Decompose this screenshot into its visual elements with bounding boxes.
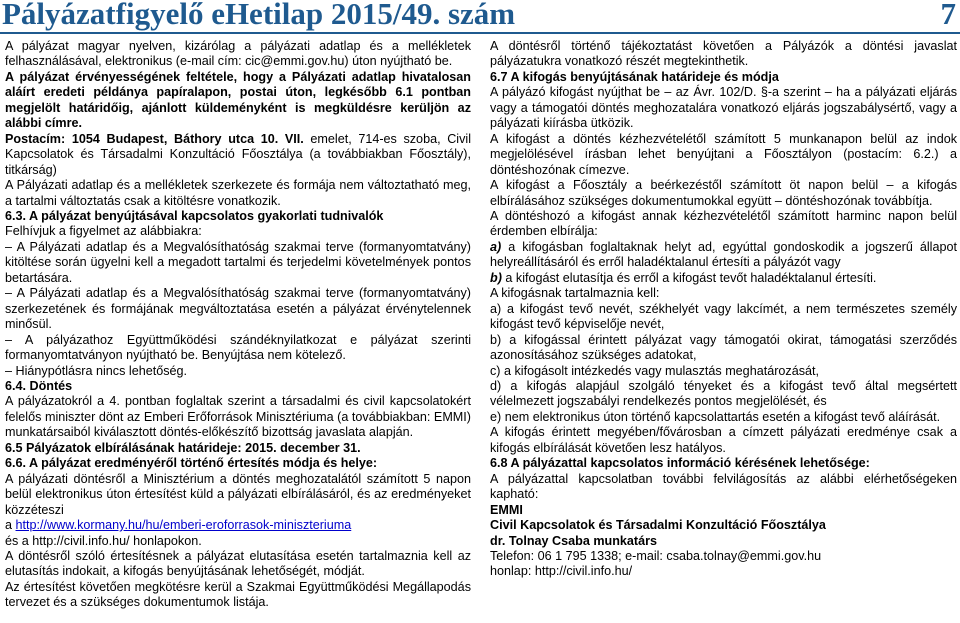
header-rule <box>0 32 960 34</box>
section-6-4-heading: 6.4. Döntés <box>5 378 73 393</box>
decision-info-paragraph: A döntésről történő tájékoztatást követően a Pályázók a döntési javaslat pályázatukra vonatkozó részét megtekinthetik. <box>490 39 957 69</box>
info-paragraph: A pályázattal kapcsolatban további felvilágosítás az alábbi elérhetőségeken kapható: <box>490 471 957 502</box>
postal-address-paragraph <box>5 132 471 178</box>
attention-paragraph: Felhívjuk a figyelmet az alábbiakra: <box>5 224 202 239</box>
rule-3-paragraph: – A pályázathoz Együttműködési szándéknyilatkozat e pályázat szerinti formanyomtatványon nyújtható be. Benyújtása nem kötelező. <box>5 332 471 363</box>
section-6-6-heading: 6.6. A pályázat eredményéről történő értesítés módja és helye: <box>5 456 378 471</box>
link-prefix: a <box>5 518 16 533</box>
requirement-d: d) a kifogás alapjául szolgáló tényeket és a kifogást tevő által megsértett vélelmezett jogszabályi rendelkezés pontos megjelölését, és <box>490 378 957 409</box>
postal-address-label: Postacím: 1054 Budapest, Báthory utca 10. VII. <box>5 131 304 146</box>
right-column <box>490 39 957 580</box>
requirement-e: e) nem elektronikus úton történő kapcsolattartás esetén a kifogást tevő aláírását. <box>490 409 941 424</box>
objection-paragraph: A pályázó kifogást nyújthat be – az Ávr. 102/D. §-a szerint – ha a pályázati eljárás vagy a támogatói döntés meghozatalára vonatkozó eljárás jogszabálysértő, vagy a pályázati kiírásba ütközik. <box>490 85 957 131</box>
section-6-3-number: 6.3. <box>5 208 27 223</box>
forwarding-paragraph: A kifogást a Főosztály a beérkezéstől számított öt napon belül – a kifogás elbírálásához szükséges dokumentumokkal együtt – döntéshozónak továbbítja. <box>490 178 957 208</box>
websites-paragraph: és a http://civil.info.hu/ honlapokon. <box>5 533 202 548</box>
section-6-8-heading: 6.8 A pályázattal kapcsolatos információ kérésének lehetősége: <box>490 456 870 471</box>
requirement-b: b) a kifogással érintett pályázat vagy támogatói okirat, támogatási szerződés azonosításához szükséges adatokat, <box>490 332 957 363</box>
option-a-label: a) <box>490 239 502 254</box>
rule-4-paragraph: – Hiánypótlásra nincs lehetőség. <box>5 363 188 378</box>
section-6-3-title: A pályázat benyújtásával kapcsolatos gyakorlati tudnivalók <box>26 208 384 223</box>
page-number: 7 <box>940 0 956 31</box>
requirements-intro: A kifogásnak tartalmaznia kell: <box>490 286 660 301</box>
contact-person: dr. Tolnay Csaba munkatárs <box>490 533 658 548</box>
section-6-5-heading: 6.5 Pályázatok elbírálásának határideje: 2015. december 31. <box>5 440 361 455</box>
option-b-paragraph <box>490 271 957 286</box>
decision-paragraph: A pályázatokról a 4. pontban foglaltak szerint a társadalmi és civil kapcsolatokért felelős miniszter dönt az Emberi Erőforrások Minisztériuma (a továbbiakban: EMMI) munkatársaiból kiválasztott döntés-előkészítő bizottság javaslata alapján. <box>5 394 471 440</box>
option-b-text: a kifogást elutasítja és erről a kifogást tevőt haladéktalanul értesíti. <box>501 270 877 285</box>
rejection-paragraph: A döntésről szóló értesítésnek a pályázat elutasítása esetén tartalmaznia kell az elutasítás indokait, a kifogás benyújtásának lehetőségét, módját. <box>5 548 471 579</box>
ministry-link[interactable]: http://www.kormany.hu/hu/emberi-eroforrasok-miniszteriuma <box>15 518 352 533</box>
option-b-label: b) <box>490 270 502 285</box>
publication-title: Pályázatfigyelő eHetilap 2015/49. szám <box>2 0 516 31</box>
rule-1-paragraph: – A Pályázati adatlap és a Megvalósíthatóság szakmai terve (formanyomtatvány) kitöltése során ügyelni kell a megadott tartalmi és terjedelmi követelmények pontos betartására. <box>5 239 471 285</box>
notification-paragraph: A pályázati döntésről a Minisztérium a döntés meghozatalától számított 5 napon belül elektronikus úton értesítést küld a pályázati elbírálásáról, és az eredményeket közzéteszi <box>5 471 471 517</box>
requirement-a: a) a kifogást tevő nevét, székhelyét vagy lakcímét, a nem természetes személy kifogást tevő képviselője nevét, <box>490 301 957 332</box>
submission-language-paragraph: A pályázat magyar nyelven, kizárólag a pályázati adatlap és a mellékletek felhasználásával, elektronikus (e-mail cím: cic@emmi.gov.hu) úton nyújtható be. <box>5 39 471 69</box>
agreement-paragraph: Az értesítést követően megkötésre kerül a Szakmai Együttműködési Megállapodás tervezet és a szükséges dokumentumok listája. <box>5 579 471 610</box>
validity-condition-paragraph: A pályázat érvényességének feltétele, hogy a Pályázati adatlap hivatalosan aláírt eredeti példánya papíralapon, postai úton, legkésőbb 6.1 pontban megjelölt határidőig, ajánlott küldeményként is megküldésre kerüljön az alábbi címre. <box>5 69 471 131</box>
page-header <box>0 0 960 34</box>
link-paragraph <box>5 518 471 533</box>
contact-phone-email: Telefon: 06 1 795 1338; e-mail: csaba.tolnay@emmi.gov.hu <box>490 548 822 563</box>
rule-2-paragraph: – A Pályázati adatlap és a Megvalósíthatóság szakmai terve (formanyomtatvány) szerkezetének és formájának megváltoztatása esetén a pályázat érvénytelennek minősül. <box>5 286 471 332</box>
option-a-text: a kifogásban foglaltaknak helyt ad, egyúttal gondoskodik a jogszerű állapot helyreállításáról és erről haladéktalanul értesíti a pályázót vagy <box>490 239 957 270</box>
contact-org: EMMI <box>490 502 523 517</box>
contact-website: honlap: http://civil.info.hu/ <box>490 564 633 579</box>
postal-address-rest: emelet, 714-es szoba, Civil Kapcsolatok és Társadalmi Konzultáció Főosztálya (a továbbiakban Főosztály), titkárság) <box>5 131 471 177</box>
option-a-paragraph <box>490 240 957 271</box>
section-6-3-heading <box>5 209 471 224</box>
left-column <box>5 39 471 611</box>
objection-deadline-paragraph: A kifogást a döntés kézhezvételétől számított 5 munkanapon belül az indok megjelölésével írásban lehet benyújtani a Főosztályon (postacím: 6.2.) a döntéshozónak címezve. <box>490 131 957 177</box>
requirement-c: c) a kifogásolt intézkedés vagy mulasztás meghatározását, <box>490 363 819 378</box>
effect-paragraph: A kifogás érintett megyében/fővárosban a címzett pályázati eredménye csak a kifogás elbírálását követően lesz hatályos. <box>490 425 957 455</box>
section-6-7-heading: 6.7 A kifogás benyújtásának határideje és módja <box>490 69 779 84</box>
form-structure-paragraph: A Pályázati adatlap és a mellékletek szerkezete és formája nem változtatható meg, a tartalmi változtatás csak a kitöltésre vonatkozik. <box>5 178 471 208</box>
contact-department: Civil Kapcsolatok és Társadalmi Konzultáció Főosztálya <box>490 518 826 533</box>
decision-maker-paragraph: A döntéshozó a kifogást annak kézhezvételétől számított harminc napon belül érdemben elbírálja: <box>490 208 957 239</box>
